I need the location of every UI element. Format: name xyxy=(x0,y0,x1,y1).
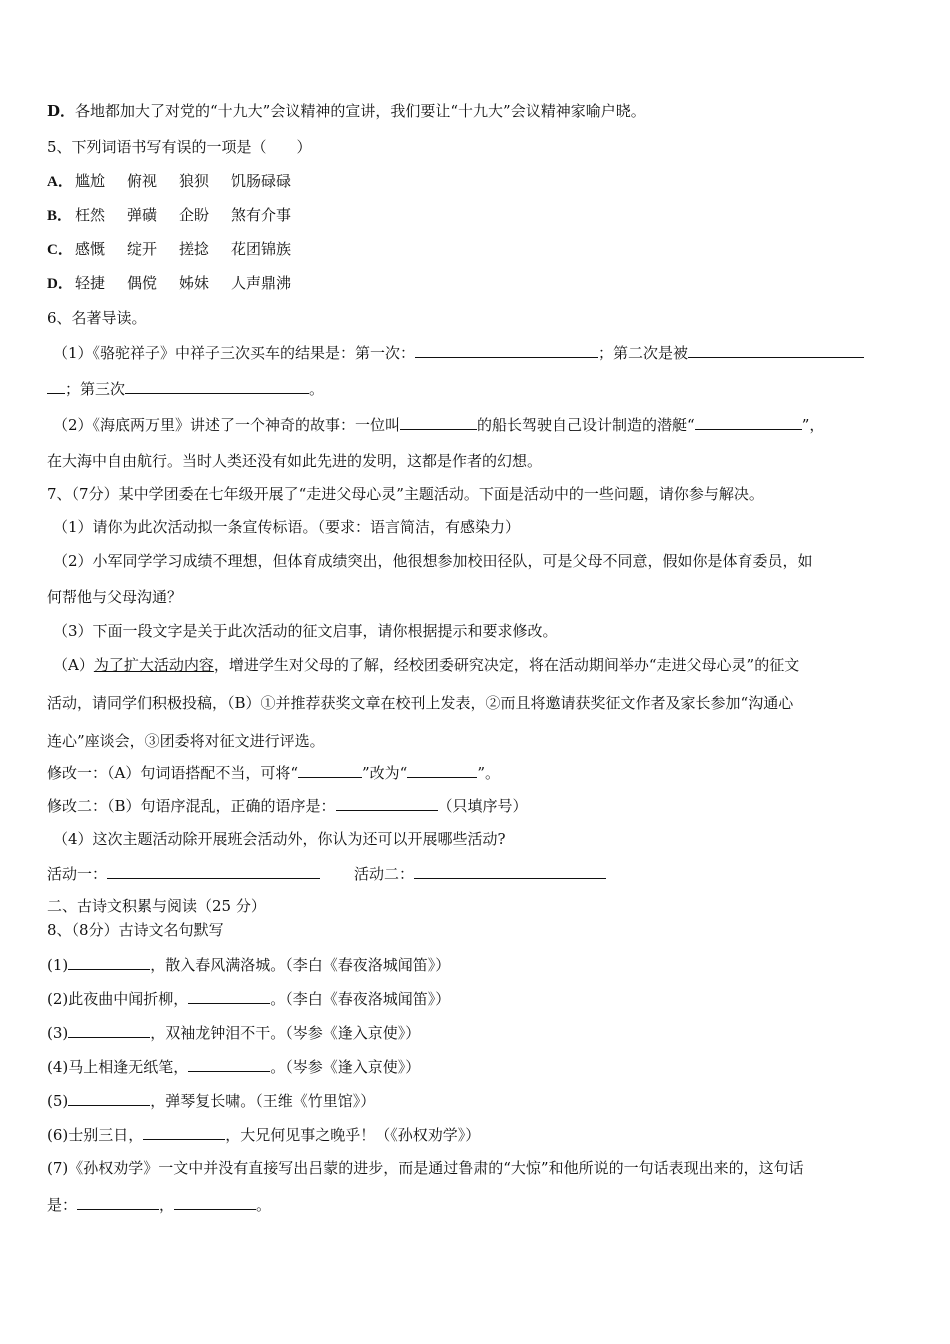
option-word: 人声鼎沸 xyxy=(231,274,292,292)
text: 活动二： xyxy=(354,865,415,883)
text: ；第三次 xyxy=(65,380,126,398)
text: （A） xyxy=(53,656,94,674)
answer-blank[interactable] xyxy=(174,1194,256,1210)
option-word: 枉然 xyxy=(75,206,106,224)
text: ，弹琴复长啸。（王维《竹里馆》） xyxy=(150,1092,376,1110)
answer-blank[interactable] xyxy=(77,1194,159,1210)
answer-blank[interactable] xyxy=(143,1124,225,1140)
text: 的船长驾驶自己设计制造的潜艇“ xyxy=(477,416,695,434)
option-text: 各地都加大了对党的“十九大”会议精神的宣讲，我们要让“十九大”会议精神家喻户晓。 xyxy=(75,102,646,120)
option-word: 尴尬 xyxy=(75,172,106,190)
text: (5) xyxy=(47,1092,69,1110)
q7-part2-line2: 何帮他与父母沟通？ xyxy=(47,588,183,606)
q8-item3 xyxy=(47,1022,420,1043)
activity1-blank[interactable] xyxy=(107,863,320,879)
answer-blank[interactable] xyxy=(695,414,802,430)
text: ， xyxy=(159,1196,175,1214)
text: ”改为“ xyxy=(362,764,408,782)
text: 修改一：（A）句词语搭配不当，可将“ xyxy=(47,764,299,782)
option-word: 感慨 xyxy=(75,240,106,258)
answer-blank[interactable] xyxy=(68,1090,150,1106)
text: ，增进学生对父母的了解，经校团委研究决定，将在活动期间举办“走进父母心灵”的征文 xyxy=(213,656,800,674)
option-label: D． xyxy=(47,102,76,120)
q8-item6 xyxy=(47,1124,480,1145)
answer-blank[interactable] xyxy=(688,342,864,358)
option-label: A． xyxy=(47,174,73,190)
text: ”， xyxy=(801,416,825,434)
q8-item7-line1: (7)《孙权劝学》一文中并没有直接写出吕蒙的进步，而是通过鲁肃的“大惊”和他所说的一句话表现出来的，这句话 xyxy=(47,1159,804,1177)
q5-option-a xyxy=(47,171,313,192)
answer-blank[interactable] xyxy=(336,795,438,811)
option-word: 偶傥 xyxy=(127,274,158,292)
text: 。 xyxy=(309,380,325,398)
answer-blank[interactable] xyxy=(125,378,309,394)
q8-title: 8、（8分）古诗文名句默写 xyxy=(47,921,224,939)
q7-fix2 xyxy=(47,795,528,816)
answer-blank[interactable] xyxy=(407,762,477,778)
option-label: D． xyxy=(47,276,73,292)
q7-title: 7、（7分）某中学团委在七年级开展了“走进父母心灵”主题活动。下面是活动中的一些问题，请你参与解决。 xyxy=(47,485,764,503)
q7-part4: （4）这次主题活动除开展班会活动外，你认为还可以开展哪些活动? xyxy=(53,830,506,848)
q7-part2-line1: （2）小军同学学习成绩不理想，但体育成绩突出，他很想参加校田径队，可是父母不同意，假如你是体育委员，如 xyxy=(53,552,813,570)
option-word: 搓捻 xyxy=(179,240,210,258)
q6-title: 6、名著导读。 xyxy=(47,309,147,327)
q7-passage-line2: 活动，请同学们积极投稿，（B）①并推荐获奖文章在校刊上发表，②而且将邀请获奖征文作者及家长参加“沟通心 xyxy=(47,694,794,712)
text: （2）《海底两万里》讲述了一个神奇的故事：一位叫 xyxy=(53,416,401,434)
text: (4)马上相逢无纸笔， xyxy=(47,1058,189,1076)
answer-blank[interactable] xyxy=(188,988,270,1004)
option-word: 轻捷 xyxy=(75,274,106,292)
text: 活动一： xyxy=(47,865,108,883)
text: 修改二：（B）句语序混乱，正确的语序是： xyxy=(47,797,336,815)
q8-item4 xyxy=(47,1056,420,1077)
text: ”。 xyxy=(477,764,501,782)
q7-fix1 xyxy=(47,762,500,783)
text: ，散入春风满洛城。（李白《春夜洛城闻笛》） xyxy=(150,956,451,974)
text: 。（岑参《逢入京使》） xyxy=(270,1058,421,1076)
section2-title: 二、古诗文积累与阅读（25 分） xyxy=(47,897,266,915)
text: （只填序号） xyxy=(437,797,528,815)
text: （1）《骆驼祥子》中祥子三次买车的结果是：第一次： xyxy=(53,344,416,362)
text: (1) xyxy=(47,956,69,974)
text: ；第二次是被 xyxy=(598,344,689,362)
text: (3) xyxy=(47,1024,69,1042)
activity2-blank[interactable] xyxy=(414,863,606,879)
option-word: 弹磺 xyxy=(127,206,158,224)
answer-blank[interactable] xyxy=(47,378,65,394)
q7-part1: （1）请你为此次活动拟一条宣传标语。（要求：语言简洁，有感染力） xyxy=(53,518,521,536)
text: 。（李白《春夜洛城闻笛》） xyxy=(270,990,451,1008)
q5-option-b xyxy=(47,205,313,226)
q8-item2 xyxy=(47,988,450,1009)
option-word: 煞有介事 xyxy=(231,206,292,224)
text: ，双袖龙钟泪不干。（岑参《逢入京使》） xyxy=(150,1024,421,1042)
underlined-phrase: 为了扩大活动内容 xyxy=(93,656,214,674)
answer-blank[interactable] xyxy=(188,1056,270,1072)
option-word: 饥肠碌碌 xyxy=(231,172,292,190)
q8-item7-line2 xyxy=(47,1194,271,1215)
q8-item1 xyxy=(47,954,450,975)
option-word: 俯视 xyxy=(127,172,158,190)
q6-part2-line1 xyxy=(53,414,824,435)
option-word: 绽开 xyxy=(127,240,158,258)
option-word: 狼狈 xyxy=(179,172,210,190)
text: (6)士别三日， xyxy=(47,1126,144,1144)
q6-part2-line2: 在大海中自由航行。当时人类还没有如此先进的发明，这都是作者的幻想。 xyxy=(47,452,543,470)
q5-title: 5、下列词语书写有误的一项是（ ） xyxy=(47,138,312,156)
q7-passage-line1 xyxy=(53,655,799,675)
option-label: B． xyxy=(47,208,73,224)
text: 。 xyxy=(256,1196,272,1214)
q7-passage-line3: 连心”座谈会，③团委将对征文进行评选。 xyxy=(47,732,325,750)
option-word: 姊妹 xyxy=(179,274,210,292)
text: ，大兄何见事之晚乎！（《孙权劝学》） xyxy=(225,1126,481,1144)
answer-blank[interactable] xyxy=(400,414,477,430)
option-label: C． xyxy=(47,242,73,258)
q7-activities xyxy=(47,863,606,884)
q6-part1-line1 xyxy=(53,342,864,363)
q7-part3: （3）下面一段文字是关于此次活动的征文启事，请你根据提示和要求修改。 xyxy=(53,622,558,640)
answer-blank[interactable] xyxy=(415,342,598,358)
answer-blank[interactable] xyxy=(298,762,362,778)
q6-part1-line2 xyxy=(47,378,324,399)
q4-option-d xyxy=(47,101,646,121)
answer-blank[interactable] xyxy=(68,954,150,970)
q8-item5 xyxy=(47,1090,375,1111)
answer-blank[interactable] xyxy=(68,1022,150,1038)
q5-option-d xyxy=(47,273,313,294)
text: (2)此夜曲中闻折柳， xyxy=(47,990,189,1008)
option-word: 花团锦族 xyxy=(231,240,292,258)
text: 是： xyxy=(47,1196,78,1214)
option-word: 企盼 xyxy=(179,206,210,224)
q5-option-c xyxy=(47,239,313,260)
